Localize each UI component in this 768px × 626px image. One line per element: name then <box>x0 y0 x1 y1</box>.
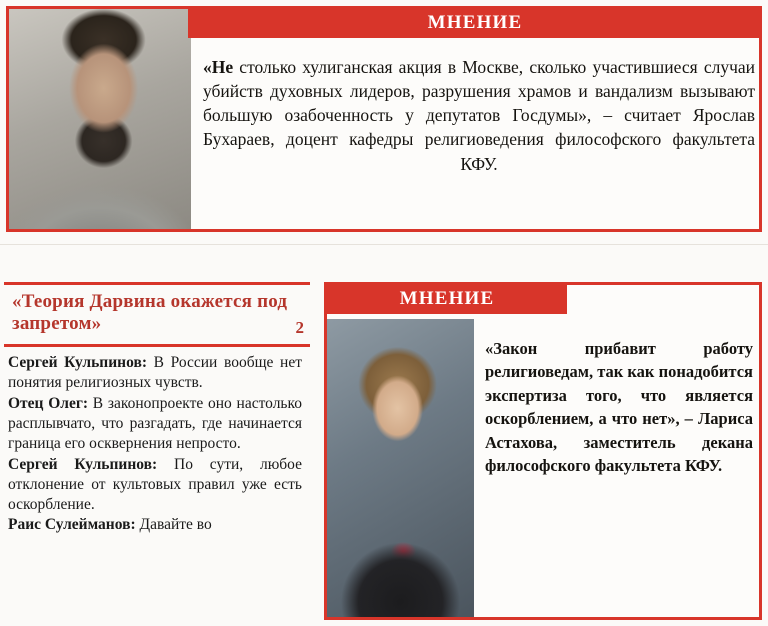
left-body-text <box>4 347 310 536</box>
speaker-text: Давайте во <box>135 516 212 534</box>
paragraph <box>8 455 302 515</box>
bottom-right-opinion-banner: МНЕНИЕ <box>327 285 567 314</box>
portrait-bearded-man-image <box>9 9 191 229</box>
top-quote-text <box>203 55 755 176</box>
top-opinion-block <box>6 6 762 232</box>
top-quote-lead: «Не <box>203 57 234 77</box>
speaker-text: По сути, любое отклонение от культовых правил уже есть оскорбление. <box>8 455 302 513</box>
speaker-name: Отец Олег: <box>8 394 89 412</box>
speaker-name: Сергей Кульпинов: <box>8 353 147 371</box>
top-portrait-photo <box>9 9 191 229</box>
speaker-name: Сергей Кульпинов: <box>8 455 158 473</box>
speaker-text: В законопроекте оно настолько расплывчато, что разгадать, где начинается граница его осквернения непросто. <box>8 394 302 452</box>
speaker-name: Раис Сулейманов: <box>8 516 136 534</box>
paragraph <box>8 394 302 454</box>
bottom-right-opinion-block <box>324 282 762 620</box>
bottom-right-portrait-photo <box>327 319 474 617</box>
left-article-column <box>4 282 310 626</box>
bottom-right-quote-text: «Закон прибавит работу религиоведам, так как понадобится экспертиза того, что является оскорблением, а что нет», – Лариса Астахова, заместитель декана философского факультета КФУ. <box>485 339 753 476</box>
paragraph <box>8 353 302 393</box>
top-quote-body: столько хулиганская акция в Москве, сколько участившиеся случаи убийств духовных лидеров, разрушения храмов и вандализм вызывают большую озабоченность у депутатов Госдумы», – считает Ярослав Бухараев, доцент кафедры религиоведения философского факультета КФУ. <box>203 57 756 174</box>
portrait-woman-image <box>327 319 474 617</box>
page-seam-divider <box>0 244 768 245</box>
speaker-text: В России вообще нет понятия религиозных чувств. <box>8 353 303 391</box>
page-number: 2 <box>295 317 304 337</box>
left-headline: «Теория Дарвина окажется под запретом» <box>12 291 288 335</box>
top-opinion-banner: МНЕНИЕ <box>188 9 762 38</box>
paragraph <box>8 515 302 535</box>
left-headline-row <box>4 285 310 342</box>
